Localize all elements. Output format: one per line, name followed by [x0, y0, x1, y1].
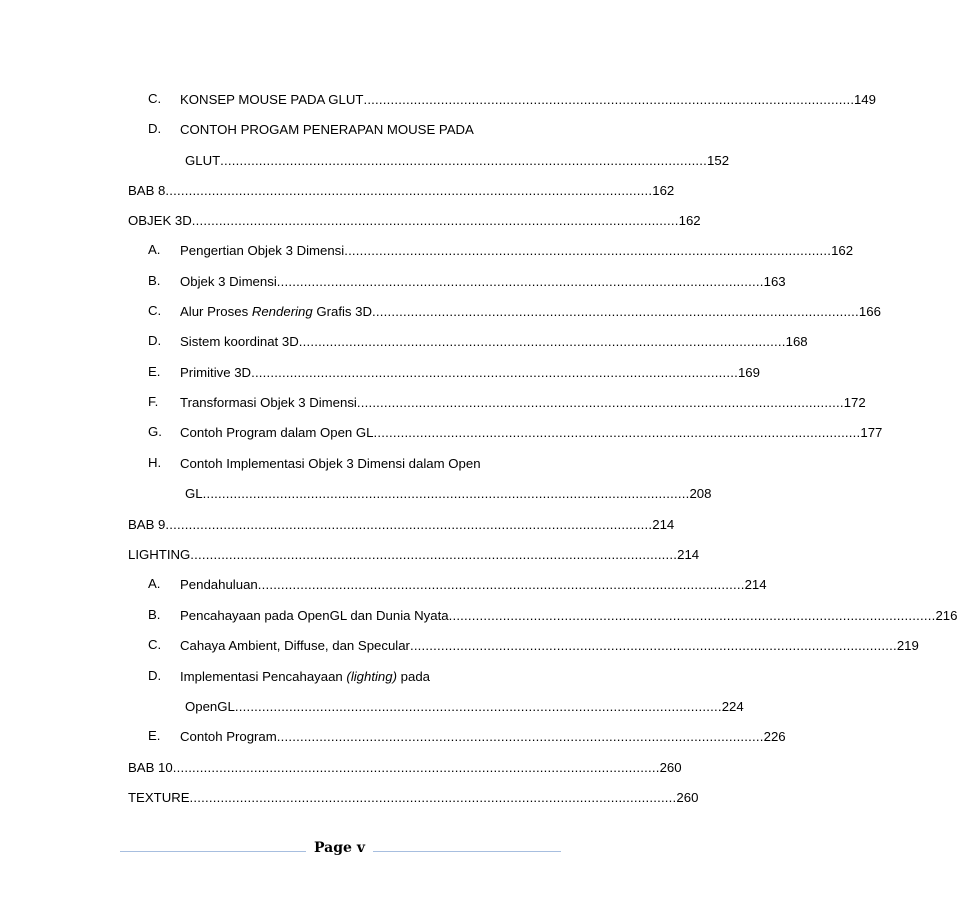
dot-leader: ..............................................................................................................................	[172, 759, 660, 775]
toc-entry[interactable]	[148, 361, 760, 383]
toc-entry-title: KONSEP MOUSE PADA GLUT	[180, 91, 364, 107]
toc-entry-page: 162	[652, 182, 675, 198]
toc-entry-title: CONTOH PROGAM PENERAPAN MOUSE PADA	[180, 121, 474, 137]
page-number: Page v	[314, 840, 365, 856]
toc-entry-title: Pengertian Objek 3 Dimensi	[180, 242, 345, 258]
toc-entry[interactable]	[148, 239, 854, 261]
toc-entry-page: 172	[843, 394, 866, 410]
dot-leader: ..............................................................................................................................	[189, 789, 677, 805]
toc-entry-label: F.	[148, 394, 159, 409]
toc-entry-page: 152	[707, 152, 730, 168]
dot-leader: ..............................................................................................................................	[257, 576, 745, 592]
toc-entry[interactable]	[148, 300, 881, 322]
toc-entry[interactable]	[128, 786, 699, 808]
toc-entry[interactable]	[128, 513, 675, 535]
toc-entry-title: Implementasi Pencahayaan (lighting) pada	[180, 668, 431, 684]
toc-entry-label: A.	[148, 242, 161, 257]
toc-entry[interactable]	[148, 725, 786, 747]
toc-entry-title: BAB 8	[128, 182, 166, 198]
toc-entry[interactable]	[148, 421, 883, 443]
toc-entry-page: 208	[689, 485, 712, 501]
toc-entry[interactable]	[148, 665, 546, 687]
toc-entry-label: C.	[148, 303, 162, 318]
toc-entry[interactable]	[148, 118, 546, 140]
toc-entry-title: GL	[185, 485, 203, 501]
toc-entry-page: 226	[763, 728, 786, 744]
toc-entry[interactable]	[185, 482, 712, 504]
dot-leader: ..............................................................................................................................	[191, 212, 679, 228]
toc-entry-title: BAB 10	[128, 759, 173, 775]
toc-entry-page: 224	[721, 698, 744, 714]
toc-entry-label: B.	[148, 607, 161, 622]
toc-entry-title: Transformasi Objek 3 Dimensi	[180, 394, 357, 410]
toc-entry[interactable]	[128, 179, 675, 201]
dot-leader: ..............................................................................................................................	[373, 424, 861, 440]
dot-leader: ..............................................................................................................................	[448, 607, 936, 623]
dot-leader: ..............................................................................................................................	[363, 91, 851, 107]
toc-entry[interactable]	[148, 391, 866, 413]
toc-entry[interactable]	[148, 604, 957, 626]
toc-entry-title: Alur Proses Rendering Grafis 3D	[180, 303, 373, 319]
toc-entry-title: Pencahayaan pada OpenGL dan Dunia Nyata	[180, 607, 449, 623]
toc-entry[interactable]	[148, 573, 767, 595]
toc-entry-title: Cahaya Ambient, Diffuse, dan Specular	[180, 637, 410, 653]
toc-entry-page: 166	[858, 303, 881, 319]
toc-entry-page: 214	[652, 516, 675, 532]
dot-leader: ..............................................................................................................................	[220, 152, 708, 168]
toc-entry-title: Pendahuluan	[180, 576, 258, 592]
dot-leader: ..............................................................................................................................	[356, 394, 844, 410]
toc-entry-label: B.	[148, 273, 161, 288]
dot-leader: ..............................................................................................................................	[298, 333, 786, 349]
toc-entry-title: TEXTURE	[128, 789, 190, 805]
footer-rule-right	[373, 851, 561, 852]
dot-leader: ..............................................................................................................................	[251, 364, 738, 380]
toc-entry[interactable]	[148, 330, 808, 352]
dot-leader: ..............................................................................................................................	[276, 728, 764, 744]
dot-leader: ..............................................................................................................................	[276, 273, 764, 289]
toc-entry-title: OBJEK 3D	[128, 212, 192, 228]
dot-leader: ..............................................................................................................................	[165, 182, 653, 198]
toc-entry[interactable]	[128, 543, 700, 565]
toc-entry-label: A.	[148, 576, 161, 591]
toc-entry-label: H.	[148, 455, 162, 470]
dot-leader: ..............................................................................................................................	[234, 698, 722, 714]
toc-entry[interactable]	[148, 634, 919, 656]
toc-entry-page: .149	[850, 91, 876, 107]
toc-entry-label: D.	[148, 121, 162, 136]
toc-entry-page: 260	[659, 759, 682, 775]
toc-entry-page: 177	[860, 424, 883, 440]
toc-entry-label: D.	[148, 668, 162, 683]
toc-entry-page: 216	[935, 607, 957, 623]
toc-entry-title: Objek 3 Dimensi	[180, 273, 277, 289]
dot-leader: ..............................................................................................................................	[409, 637, 897, 653]
toc-entry-label: C.	[148, 637, 162, 652]
toc-entry-page: 219	[896, 637, 919, 653]
toc-entry-page: 169	[737, 364, 760, 380]
toc-entry-title: Sistem koordinat 3D	[180, 333, 299, 349]
toc-entry[interactable]	[185, 695, 744, 717]
toc-entry-title: Contoh Implementasi Objek 3 Dimensi dalam Open	[180, 455, 481, 471]
footer-rule-left	[120, 851, 306, 852]
toc-entry[interactable]	[128, 209, 701, 231]
toc-entry[interactable]	[128, 756, 682, 778]
toc-entry[interactable]	[185, 149, 730, 171]
dot-leader: ..............................................................................................................................	[190, 546, 678, 562]
dot-leader: ..............................................................................................................................	[202, 485, 690, 501]
toc-entry-title: Contoh Program	[180, 728, 277, 744]
toc-entry-label: E.	[148, 364, 161, 379]
toc-entry-title: BAB 9	[128, 516, 166, 532]
toc-entry-label: E.	[148, 728, 161, 743]
dot-leader: ..............................................................................................................................	[372, 303, 859, 319]
page-footer	[0, 840, 638, 864]
toc-entry-page: 214	[744, 576, 767, 592]
toc-entry-page: 162	[678, 212, 701, 228]
toc-entry-label: C.	[148, 91, 162, 106]
toc-entry-title: Contoh Program dalam Open GL	[180, 424, 374, 440]
toc-entry[interactable]	[148, 270, 786, 292]
toc-entry-title: GLUT	[185, 152, 221, 168]
dot-leader: ..............................................................................................................................	[165, 516, 653, 532]
toc-entry-label: D.	[148, 333, 162, 348]
toc-entry-title: OpenGL	[185, 698, 235, 714]
toc-entry[interactable]	[148, 88, 876, 110]
toc-entry-page: 163	[763, 273, 786, 289]
toc-entry[interactable]	[148, 452, 546, 474]
toc-entry-title: Primitive 3D	[180, 364, 252, 380]
toc-entry-title: LIGHTING	[128, 546, 191, 562]
toc-entry-label: G.	[148, 424, 162, 439]
toc-entry-page: 162	[831, 242, 854, 258]
toc-entry-page: 260	[676, 789, 699, 805]
toc-entry-page: 168	[785, 333, 808, 349]
toc-entry-page: 214	[677, 546, 700, 562]
dot-leader: ..............................................................................................................................	[344, 242, 832, 258]
